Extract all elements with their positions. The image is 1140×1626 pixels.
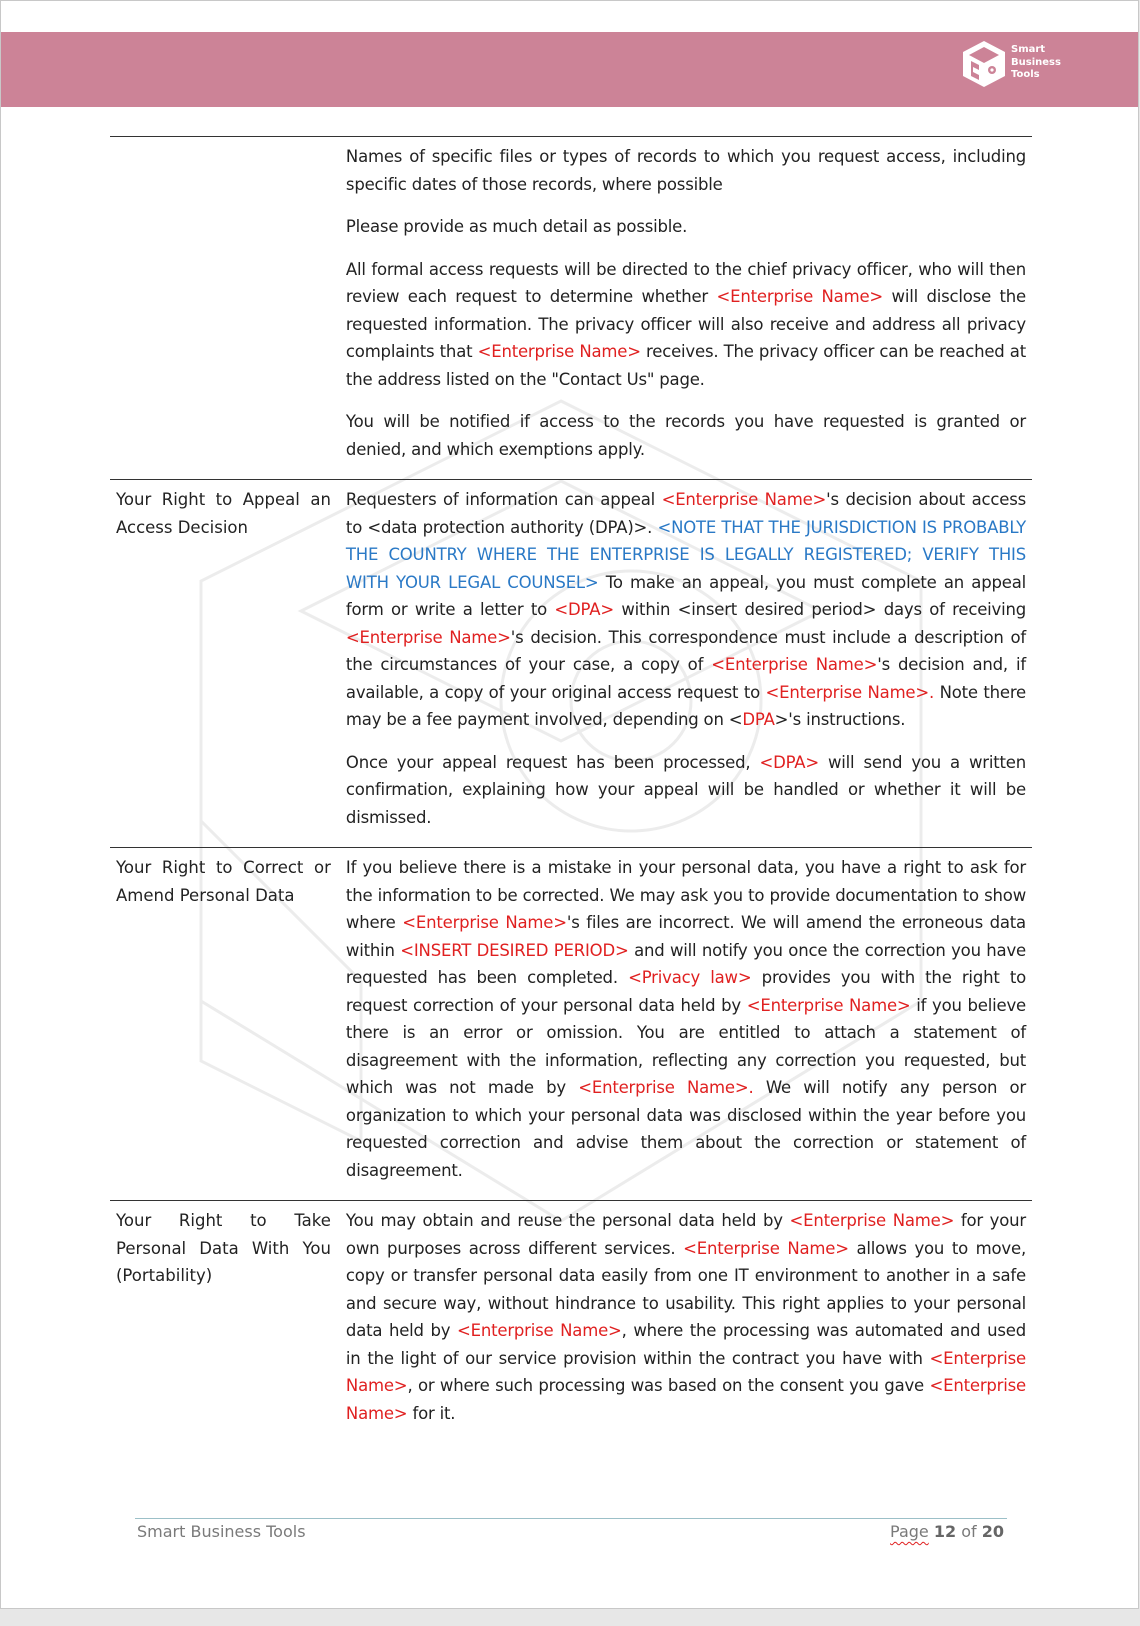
logo-line-smart: Smart bbox=[1011, 44, 1046, 55]
text-run: If you believe there is a mistake in your personal data, you have a right to ask for the information to be corrected. We may ask you to provide documentation to show where bbox=[345, 858, 1026, 932]
placeholder-text: <Enterprise Name> bbox=[716, 287, 884, 306]
text-run: Names of specific files or types of records to which you request access, including specific dates of those records, where possible bbox=[345, 147, 1026, 194]
paragraph bbox=[346, 486, 1026, 734]
text-run: and will notify you once the correction you have requested has been completed. bbox=[345, 940, 1026, 987]
row-body bbox=[339, 480, 1032, 848]
text-run: Once your appeal request has been processed, bbox=[345, 752, 760, 772]
of-word: of bbox=[961, 1522, 977, 1541]
placeholder-text: <Enterprise Name> bbox=[345, 1348, 1026, 1395]
footer-company: Smart Business Tools bbox=[137, 1522, 306, 1541]
text-run: for your own purposes across different services. bbox=[345, 1211, 1026, 1258]
text-run: >'s instructions. bbox=[774, 710, 906, 729]
text-run: , where the processing was automated and used in the light of our service provision within the contract you have with bbox=[345, 1321, 1026, 1368]
logo-text bbox=[1011, 44, 1061, 82]
text-run: , or where such processing was based on the consent you gave bbox=[407, 1376, 930, 1395]
row-body bbox=[339, 848, 1032, 1201]
text-run: 's decision. This correspondence must include a description of the circumstances of your case, a copy of bbox=[345, 627, 1026, 674]
placeholder-text: <Enterprise Name> bbox=[402, 913, 567, 932]
paragraph bbox=[346, 854, 1026, 1184]
cube-logo-icon bbox=[961, 39, 1007, 89]
text-run: We will notify any person or organization to which your personal data was disclosed within the year before you requested correction and advise them about the correction or statement of disagreement. bbox=[345, 1078, 1026, 1180]
rights-table-container bbox=[110, 136, 1032, 1443]
placeholder-text: <Enterprise Name> bbox=[477, 342, 641, 361]
text-run: You may obtain and reuse the personal data held by bbox=[345, 1211, 790, 1230]
row-label: Your Right to Appeal an Access Decision bbox=[110, 480, 339, 848]
placeholder-text: <DPA> bbox=[554, 600, 614, 619]
text-run: You will be notified if access to the records you have requested is granted or denied, and which exemptions apply. bbox=[345, 412, 1026, 459]
logo-line-tools: Tools bbox=[1011, 69, 1040, 80]
text-run: within <insert desired period> days of receiving bbox=[613, 600, 1027, 619]
text-run: 's files are incorrect. We will amend the erroneous data within bbox=[345, 913, 1026, 960]
text-run: provides you with the right to request correction of your personal data held by bbox=[345, 968, 1026, 1015]
placeholder-text: <Enterprise Name> bbox=[345, 1376, 1026, 1423]
paragraph bbox=[346, 256, 1026, 394]
text-run: for it. bbox=[407, 1403, 456, 1423]
placeholder-text: <Enterprise Name> bbox=[683, 1238, 849, 1258]
text-run: To make an appeal, you must complete an appeal form or write a letter to bbox=[345, 572, 1026, 619]
table-row bbox=[110, 1201, 1032, 1444]
text-run: will send you a written confirmation, explaining how your appeal will be handled or whether it will be dismissed. bbox=[345, 752, 1026, 827]
row-label-empty bbox=[110, 137, 339, 480]
footer-page-number bbox=[890, 1522, 1004, 1541]
placeholder-text: <Privacy law> bbox=[628, 968, 752, 987]
text-run: allows you to move, copy or transfer personal data easily from one IT environment to another in a safe and secure way, without hindrance to usability. This right applies to your personal data held by bbox=[345, 1238, 1026, 1340]
text-run: receives. The privacy officer can be reached at the address listed on the "Contact Us" page. bbox=[345, 342, 1026, 389]
row-body bbox=[339, 137, 1032, 480]
text-run: will disclose the requested information. The privacy officer will also receive and address all privacy complaints that bbox=[345, 287, 1026, 361]
placeholder-text: <Enterprise Name> bbox=[746, 995, 911, 1015]
rights-table bbox=[110, 136, 1032, 1443]
table-row bbox=[110, 480, 1032, 848]
paragraph bbox=[346, 213, 1026, 241]
placeholder-text: <DPA> bbox=[759, 752, 819, 772]
placeholder-text: <INSERT DESIRED PERIOD> bbox=[400, 940, 629, 960]
company-logo bbox=[961, 39, 1071, 95]
paragraph bbox=[346, 749, 1026, 832]
total-pages: 20 bbox=[981, 1522, 1004, 1541]
placeholder-text: <Enterprise Name> bbox=[661, 490, 827, 509]
row-label: Your Right to Take Personal Data With You (Portability) bbox=[110, 1201, 339, 1444]
placeholder-text: <Enterprise Name> bbox=[345, 627, 511, 647]
text-run: Please provide as much detail as possible. bbox=[345, 217, 688, 236]
row-label: Your Right to Correct or Amend Personal Data bbox=[110, 848, 339, 1201]
placeholder-text: <Enterprise Name>. bbox=[765, 682, 935, 702]
footer-divider bbox=[135, 1518, 1007, 1519]
text-run: 's decision about access to <data protection authority (DPA)>. bbox=[345, 490, 1026, 537]
paragraph bbox=[346, 408, 1026, 463]
placeholder-text: <Enterprise Name> bbox=[789, 1211, 955, 1230]
placeholder-text: <Enterprise Name> bbox=[711, 655, 878, 674]
placeholder-text: <Enterprise Name>. bbox=[578, 1078, 754, 1097]
text-run: 's decision and, if available, a copy of your original access request to bbox=[345, 655, 1026, 702]
row-body bbox=[339, 1201, 1032, 1444]
note-text: <NOTE THAT THE JURISDICTION IS PROBABLY THE COUNTRY WHERE THE ENTERPRISE IS LEGALLY REGISTERED; VERIFY THIS WITH YOUR LEGAL COUNSEL> bbox=[345, 517, 1027, 592]
text-run: Note there may be a fee payment involved, depending on < bbox=[345, 682, 1026, 729]
text-run: if you believe there is an error or omission. You are entitled to attach a statement of disagreement with the information, reflecting any correction you requested, but which was not made by bbox=[345, 995, 1026, 1097]
logo-line-business: Business bbox=[1011, 56, 1061, 68]
placeholder-text: DPA bbox=[742, 710, 775, 729]
paragraph bbox=[346, 1207, 1026, 1427]
text-run: Requesters of information can appeal bbox=[345, 490, 662, 509]
text-run: All formal access requests will be directed to the chief privacy officer, who will then review each request to determine whether bbox=[345, 259, 1026, 306]
paragraph bbox=[346, 143, 1026, 198]
page-word: Page bbox=[890, 1522, 929, 1541]
table-row-continued bbox=[110, 137, 1032, 480]
table-row bbox=[110, 848, 1032, 1201]
current-page: 12 bbox=[933, 1522, 957, 1541]
placeholder-text: <Enterprise Name> bbox=[457, 1321, 622, 1340]
